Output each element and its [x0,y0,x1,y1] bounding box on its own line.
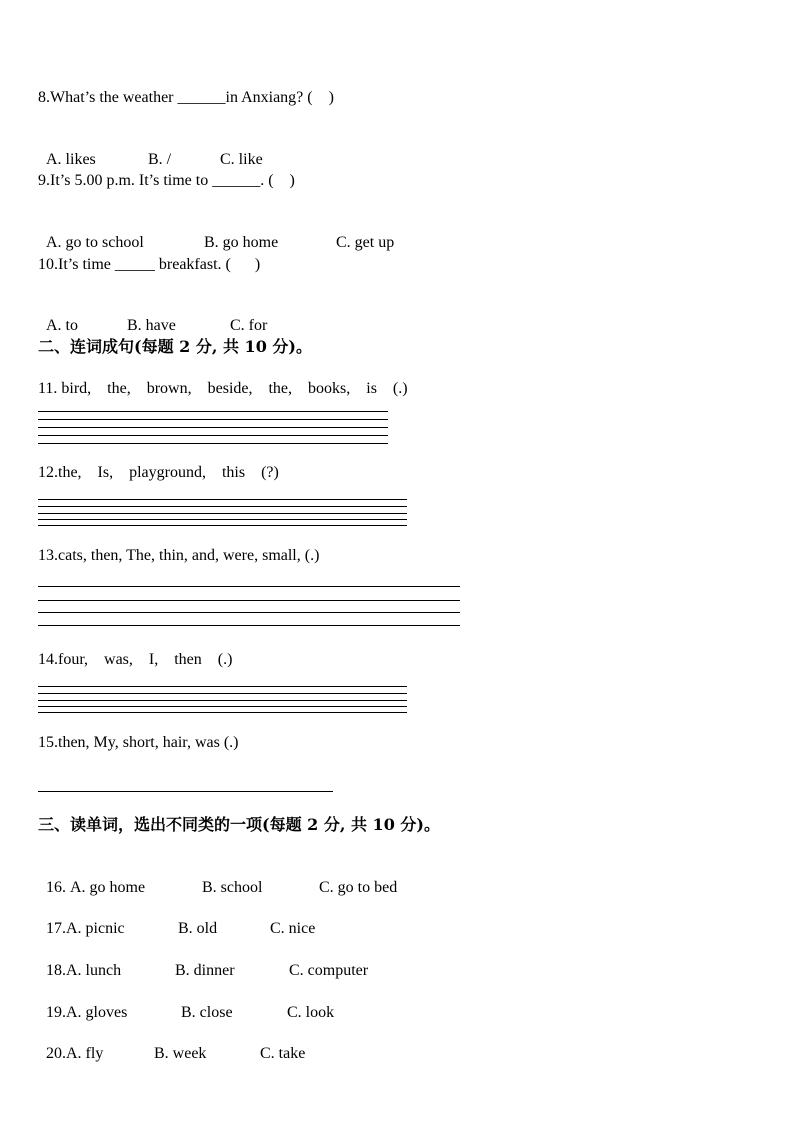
answer-line [38,435,388,436]
option-b: B. / [148,151,172,168]
question-8: 8.What’s the weather ______in Anxiang? ( ) [38,89,334,106]
section-3-heading: 三、读单词，选出不同类的一项(每题 2 分, 共 10 分)。 [38,815,440,834]
question-19 [38,983,334,1023]
question-9: 9.It’s 5.00 p.m. It’s time to ______. ( ) [38,172,295,189]
option-b: B. close [181,1004,233,1021]
question-number: 17. [46,920,66,937]
option-b: B. go home [204,234,279,251]
question-number: 18. [46,962,66,979]
answer-line [38,612,460,613]
answer-line [38,712,407,713]
option-c: C. get up [336,234,395,251]
option-a: A. likes [46,151,96,168]
question-12: 12.the, Is, playground, this (?) [38,464,279,481]
question-17 [38,899,315,939]
answer-line [38,686,407,687]
question-15: 15.then, My, short, hair, was (.) [38,734,239,751]
question-8-options [38,130,263,170]
option-a: A. fly [66,1045,104,1062]
answer-line [38,586,460,587]
option-b: B. have [127,317,176,334]
question-10: 10.It’s time _____ breakfast. ( ) [38,256,261,273]
answer-line [38,419,388,420]
answer-line [38,706,407,707]
question-9-options [38,213,394,253]
question-14: 14.four, was, I, then (.) [38,651,233,668]
option-c: C. like [220,151,263,168]
question-16 [38,858,397,898]
question-number: 16. [46,879,70,896]
option-c: C. go to bed [319,879,398,896]
answer-line [38,443,388,444]
option-a: A. to [46,317,78,334]
answer-line [38,411,388,412]
section-2-heading: 二、连词成句(每题 2 分, 共 10 分)。 [38,337,312,356]
answer-line [38,525,407,526]
question-11: 11. bird, the, brown, beside, the, books, is (.) [38,380,408,397]
answer-line [38,693,407,694]
option-a: A. lunch [66,962,122,979]
question-10-options [38,296,267,336]
answer-line [38,700,407,701]
option-a: A. go home [70,879,146,896]
answer-line [38,791,333,792]
option-b: B. week [154,1045,207,1062]
option-b: B. old [178,920,218,937]
option-c: C. look [287,1004,335,1021]
option-c: C. nice [270,920,316,937]
option-a: A. gloves [66,1004,128,1021]
option-c: C. computer [289,962,369,979]
answer-line [38,513,407,514]
option-b: B. school [202,879,263,896]
question-18 [38,941,368,981]
answer-line [38,506,407,507]
option-b: B. dinner [175,962,235,979]
option-a: A. go to school [46,234,144,251]
answer-line [38,519,407,520]
answer-line [38,600,460,601]
question-number: 20. [46,1045,66,1062]
question-number: 19. [46,1004,66,1021]
option-c: C. for [230,317,268,334]
answer-line [38,427,388,428]
question-13: 13.cats, then, The, thin, and, were, small, (.) [38,547,320,564]
question-20 [38,1024,305,1064]
answer-line [38,625,460,626]
option-c: C. take [260,1045,306,1062]
option-a: A. picnic [66,920,125,937]
answer-line [38,499,407,500]
